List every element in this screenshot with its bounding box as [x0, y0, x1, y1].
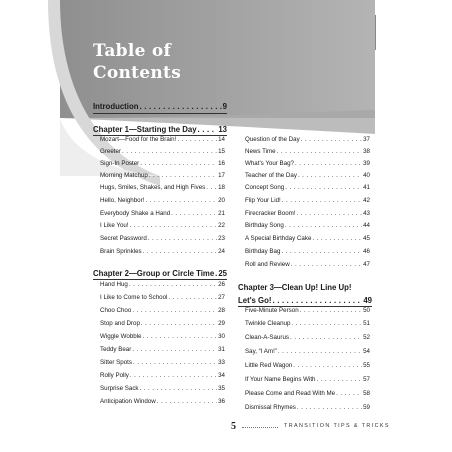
- toc-page-number: 29: [218, 320, 225, 327]
- toc-chapter-1: [93, 125, 227, 134]
- toc-label: Hugs, Smiles, Shakes, and High Fives: [100, 184, 206, 191]
- dot-leader: [297, 210, 363, 217]
- page-title: [93, 40, 181, 84]
- toc-item: [100, 372, 225, 379]
- toc-label: If Your Name Begins With: [245, 376, 316, 383]
- dot-leader: [139, 102, 221, 111]
- toc-label: Teddy Bear: [100, 346, 132, 353]
- toc-item: [100, 172, 225, 179]
- toc-item: [245, 235, 370, 242]
- divider: [93, 113, 227, 114]
- toc-item: [245, 248, 370, 255]
- toc-page-number: 22: [218, 222, 225, 229]
- toc-page-number: 55: [363, 362, 370, 369]
- dot-leader: [215, 269, 217, 278]
- toc-item: [100, 136, 225, 143]
- toc-label: News Time: [245, 148, 276, 155]
- toc-page-number: 54: [363, 348, 370, 355]
- toc-page-number: 58: [363, 390, 370, 397]
- dot-leader: [129, 281, 217, 288]
- dot-leader: [285, 184, 362, 191]
- toc-page-number: 13: [218, 125, 227, 134]
- toc-label: Teacher of the Day: [245, 172, 297, 179]
- toc-label: Question of the Day: [245, 136, 300, 143]
- dot-leader: [297, 404, 362, 411]
- toc-item: [245, 362, 370, 369]
- dot-leader: [141, 320, 217, 327]
- dot-leader: [140, 160, 217, 167]
- toc-item: [245, 197, 370, 204]
- toc-page-number: 18: [218, 184, 225, 191]
- toc-item: [245, 210, 370, 217]
- divider: [93, 279, 227, 280]
- toc-page-number: 42: [363, 197, 370, 204]
- toc-page-number: 17: [218, 172, 225, 179]
- toc-item: [245, 376, 370, 383]
- toc-page-number: 36: [218, 398, 225, 405]
- toc-label: Everybody Shake a Hand: [100, 210, 171, 217]
- toc-label: What's Your Bag?: [245, 160, 294, 167]
- toc-item: [245, 404, 370, 411]
- dot-leader: [272, 296, 362, 305]
- toc-label: Five-Minute Person: [245, 307, 299, 314]
- toc-label: Concept Song: [245, 184, 285, 191]
- toc-label: Rolly Polly: [100, 372, 129, 379]
- toc-item: [245, 320, 370, 327]
- toc-item: [100, 197, 225, 204]
- toc-label: Firecracker Boom!: [245, 210, 296, 217]
- toc-label: Chapter 1—Starting the Day: [93, 125, 197, 134]
- toc-page-number: 34: [218, 372, 225, 379]
- toc-item: [100, 222, 225, 229]
- dot-leader: [277, 148, 363, 155]
- toc-item: [100, 385, 225, 392]
- toc-label: Dismissal Rhymes: [245, 404, 296, 411]
- toc-label: Clean-A-Saurus: [245, 334, 290, 341]
- toc-item: [100, 307, 225, 314]
- toc-page-number: 41: [363, 184, 370, 191]
- dot-leader: [301, 136, 362, 143]
- toc-page-number: 20: [218, 197, 225, 204]
- toc-label: Flip Your Lid!: [245, 197, 281, 204]
- page-number: 5: [231, 421, 236, 432]
- toc-label: Greeter: [100, 148, 121, 155]
- dot-leader: [143, 333, 218, 340]
- running-title: TRANSITION TIPS & TRICKS: [284, 423, 390, 429]
- toc-item: [245, 172, 370, 179]
- dot-leader: [143, 248, 217, 255]
- title-line-1: Table of: [93, 41, 172, 61]
- toc-label: Surprise Sack: [100, 385, 139, 392]
- toc-item: [100, 160, 225, 167]
- toc-page-number: 51: [363, 320, 370, 327]
- dot-leader: [295, 160, 362, 167]
- toc-item: [100, 346, 225, 353]
- toc-item: [245, 390, 370, 397]
- toc-page-number: 47: [363, 261, 370, 268]
- toc-label: Brain Sprinkles: [100, 248, 142, 255]
- dot-leader: [336, 390, 362, 397]
- toc-page-number: 15: [218, 148, 225, 155]
- toc-page-number: 39: [363, 160, 370, 167]
- toc-page-number: 23: [218, 235, 225, 242]
- toc-page-number: 26: [218, 281, 225, 288]
- toc-page-number: 33: [218, 359, 225, 366]
- dot-leader: [133, 359, 217, 366]
- toc-page-number: 37: [363, 136, 370, 143]
- toc-item: [100, 148, 225, 155]
- dot-leader: [130, 222, 218, 229]
- toc-label: Hello, Neighbor!: [100, 197, 145, 204]
- toc-item: [245, 136, 370, 143]
- dot-leader: [145, 197, 217, 204]
- crop-mark: [375, 15, 384, 50]
- toc-label: A Special Birthday Cake: [245, 235, 312, 242]
- toc-page-number: 14: [218, 136, 225, 143]
- toc-page-number: 24: [218, 248, 225, 255]
- dot-leader: [278, 348, 362, 355]
- toc-label: Little Red Wagon: [245, 362, 293, 369]
- toc-item: [100, 248, 225, 255]
- toc-item: [100, 210, 225, 217]
- toc-label: Chapter 2—Group or Circle Time: [93, 269, 215, 278]
- dot-leader: [122, 148, 217, 155]
- toc-label: Twinkle Cleanup: [245, 320, 291, 327]
- toc-item: [245, 184, 370, 191]
- toc-item: [100, 333, 225, 340]
- toc-intro: [93, 102, 227, 111]
- toc-label: Please Come and Read With Me: [245, 390, 336, 397]
- toc-page-number: 45: [363, 235, 370, 242]
- toc-label: I Like You!: [100, 222, 129, 229]
- toc-label: Mozart—Food for the Brain!: [100, 136, 177, 143]
- toc-label: Chapter 3—Clean Up! Line Up!: [238, 283, 352, 292]
- toc-label: Choo Choo: [100, 307, 132, 314]
- dot-leader: [285, 222, 362, 229]
- toc-label: Birthday Song: [245, 222, 284, 229]
- title-line-2: Contents: [93, 63, 182, 83]
- toc-page-number: 9: [222, 102, 227, 111]
- dot-leader: [317, 376, 363, 383]
- footer-dotted-rule: [242, 427, 278, 428]
- toc-page-number: 21: [218, 210, 225, 217]
- toc-item: [245, 348, 370, 355]
- toc-page-number: 46: [363, 248, 370, 255]
- toc-chapter-3: [238, 296, 372, 305]
- toc-item: [100, 184, 225, 191]
- toc-label: Anticipation Window: [100, 398, 156, 405]
- dot-leader: [140, 385, 218, 392]
- dot-leader: [132, 346, 217, 353]
- toc-item: [245, 148, 370, 155]
- toc-label: Wiggle Wobble: [100, 333, 142, 340]
- dot-leader: [148, 235, 217, 242]
- toc-page-number: 57: [363, 376, 370, 383]
- toc-page-number: 40: [363, 172, 370, 179]
- dot-leader: [282, 197, 362, 204]
- toc-page-number: 49: [363, 296, 372, 305]
- toc-label: Stop and Drop: [100, 320, 140, 327]
- dot-leader: [157, 398, 217, 405]
- dot-leader: [198, 125, 218, 134]
- toc-page-number: 43: [363, 210, 370, 217]
- dot-leader: [281, 248, 362, 255]
- toc-label: Say, “I Am!”: [245, 348, 277, 355]
- toc-item: [100, 320, 225, 327]
- dot-leader: [168, 294, 217, 301]
- toc-label: Morning Matchup: [100, 172, 148, 179]
- dot-leader: [206, 184, 217, 191]
- toc-label: Sign-In Poster: [100, 160, 140, 167]
- toc-item: [100, 398, 225, 405]
- dot-leader: [298, 172, 362, 179]
- dot-leader: [312, 235, 362, 242]
- toc-page-number: 28: [218, 307, 225, 314]
- toc-label: Birthday Bag: [245, 248, 281, 255]
- toc-item: [245, 222, 370, 229]
- dot-leader: [290, 334, 362, 341]
- dot-leader: [300, 307, 362, 314]
- toc-chapter-2: [93, 269, 227, 278]
- dot-leader: [291, 320, 362, 327]
- toc-label: Let's Go!: [238, 296, 272, 305]
- toc-label: Sitter Spots: [100, 359, 132, 366]
- toc-label: Secret Password: [100, 235, 147, 242]
- dot-leader: [177, 136, 217, 143]
- dot-leader: [132, 307, 217, 314]
- dot-leader: [149, 172, 217, 179]
- toc-page-number: 27: [218, 294, 225, 301]
- toc-page-number: 35: [218, 385, 225, 392]
- dot-leader: [293, 362, 362, 369]
- toc-item: [245, 261, 370, 268]
- toc-item: [100, 359, 225, 366]
- toc-item: [100, 235, 225, 242]
- toc-page-number: 25: [218, 269, 227, 278]
- toc-item: [245, 334, 370, 341]
- toc-label: Roll and Review: [245, 261, 290, 268]
- toc-page-number: 31: [218, 346, 225, 353]
- toc-label: I Like to Come to School: [100, 294, 168, 301]
- dot-leader: [130, 372, 217, 379]
- toc-item: [245, 160, 370, 167]
- toc-item: [245, 307, 370, 314]
- toc-item: [100, 294, 225, 301]
- toc-page-number: 30: [218, 333, 225, 340]
- toc-label: Hand Hug: [100, 281, 128, 288]
- toc-page-number: 16: [218, 160, 225, 167]
- dot-leader: [171, 210, 217, 217]
- toc-page-number: 38: [363, 148, 370, 155]
- toc-page-number: 44: [363, 222, 370, 229]
- toc-page-number: 50: [363, 307, 370, 314]
- dot-leader: [291, 261, 362, 268]
- toc-page-number: 52: [363, 334, 370, 341]
- toc-chapter-3-line-1: [238, 283, 372, 292]
- toc-item: [100, 281, 225, 288]
- toc-label: Introduction: [93, 102, 139, 111]
- toc-page-number: 59: [363, 404, 370, 411]
